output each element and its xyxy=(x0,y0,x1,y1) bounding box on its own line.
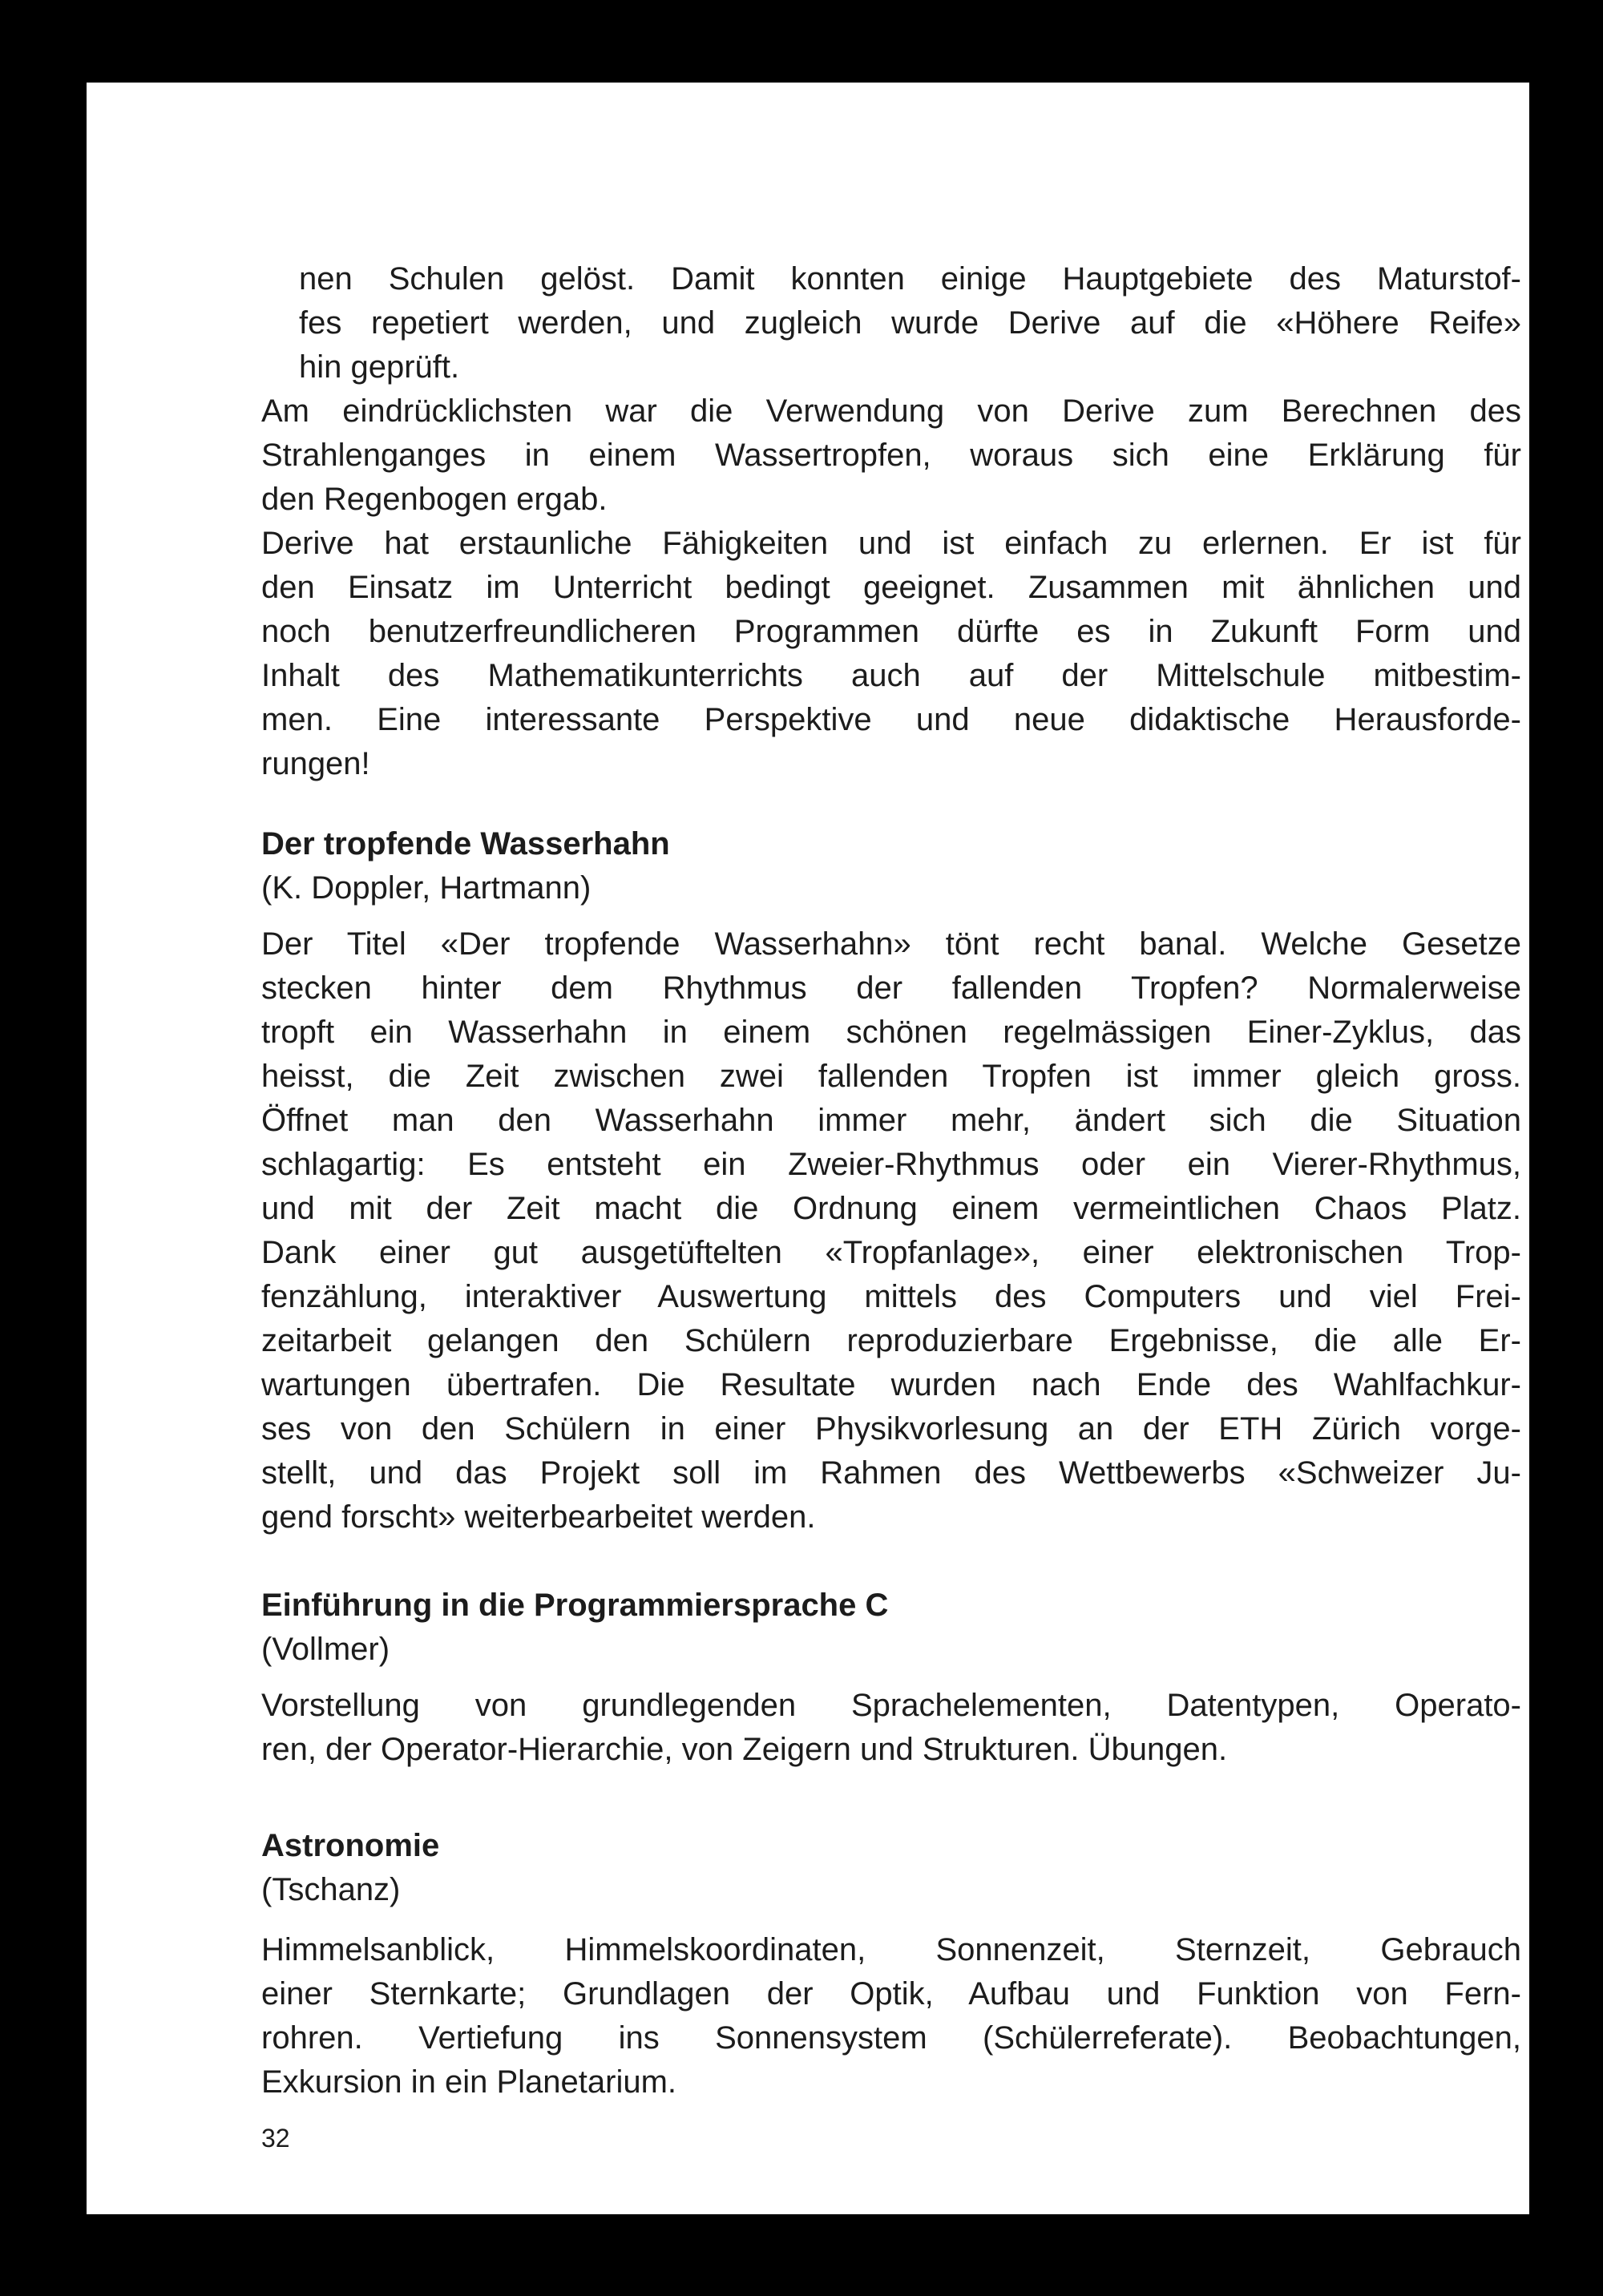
section-authors: (Vollmer) xyxy=(261,1632,390,1667)
text-line: noch benutzerfreundlicheren Programmen dürfte es in Zukunft Form und xyxy=(261,614,1521,649)
text-line: Dank einer gut ausgetüftelten «Tropfanlage», einer elektronischen Trop- xyxy=(261,1235,1521,1270)
text-line: fes repetiert werden, und zugleich wurde Derive auf die «Höhere Reife» xyxy=(299,305,1521,341)
text-line: Exkursion in ein Planetarium. xyxy=(261,2064,677,2100)
text-line: men. Eine interessante Perspektive und neue didaktische Herausforde- xyxy=(261,702,1521,737)
text-line: zeitarbeit gelangen den Schülern reproduzierbare Ergebnisse, die alle Er- xyxy=(261,1323,1521,1358)
page-number: 32 xyxy=(261,2124,290,2153)
intro-item xyxy=(261,257,1521,389)
text-line: den Regenbogen ergab. xyxy=(261,482,608,517)
text-line: einer Sternkarte; Grundlagen der Optik, Aufbau und Funktion von Fern- xyxy=(261,1976,1521,2012)
text-line: ses von den Schülern in einer Physikvorlesung an der ETH Zürich vorge- xyxy=(261,1411,1521,1447)
section-body xyxy=(261,922,1521,1539)
intro-paragraph-2 xyxy=(261,522,1521,786)
text-line: stecken hinter dem Rhythmus der fallenden Tropfen? Normalerweise xyxy=(261,970,1521,1006)
section-title: Der tropfende Wasserhahn xyxy=(261,826,670,862)
section-body xyxy=(261,1684,1521,1772)
section-title: Astronomie xyxy=(261,1828,440,1863)
text-line: heisst, die Zeit zwischen zwei fallenden Tropfen ist immer gleich gross. xyxy=(261,1059,1521,1094)
text-line: Vorstellung von grundlegenden Sprachelementen, Datentypen, Operato- xyxy=(261,1688,1521,1723)
text-line: wartungen übertrafen. Die Resultate wurden nach Ende des Wahlfachkur- xyxy=(261,1367,1521,1402)
text-line: Der Titel «Der tropfende Wasserhahn» tönt recht banal. Welche Gesetze xyxy=(261,926,1521,962)
text-line: und mit der Zeit macht die Ordnung einem vermeintlichen Chaos Platz. xyxy=(261,1191,1521,1226)
text-line: tropft ein Wasserhahn in einem schönen regelmässigen Einer-Zyklus, das xyxy=(261,1015,1521,1050)
text-line: Derive hat erstaunliche Fähigkeiten und ist einfach zu erlernen. Er ist für xyxy=(261,526,1521,561)
document-page xyxy=(87,83,1529,2214)
text-line: nen Schulen gelöst. Damit konnten einige Hauptgebiete des Maturstof- xyxy=(299,261,1521,297)
text-line: hin geprüft. xyxy=(299,349,460,385)
text-line: Am eindrücklichsten war die Verwendung von Derive zum Berechnen des xyxy=(261,393,1521,429)
text-line: fenzählung, interaktiver Auswertung mittels des Computers und viel Frei- xyxy=(261,1279,1521,1314)
text-line: stellt, und das Projekt soll im Rahmen des Wettbewerbs «Schweizer Ju- xyxy=(261,1455,1521,1491)
section-authors: (Tschanz) xyxy=(261,1872,401,1907)
section-body xyxy=(261,1928,1521,2104)
intro-paragraph-1 xyxy=(261,389,1521,522)
text-line: Inhalt des Mathematikunterrichts auch auf der Mittelschule mitbestim- xyxy=(261,658,1521,693)
text-line: den Einsatz im Unterricht bedingt geeignet. Zusammen mit ähnlichen und xyxy=(261,570,1521,605)
text-line: Strahlenganges in einem Wassertropfen, woraus sich eine Erklärung für xyxy=(261,438,1521,473)
text-line: schlagartig: Es entsteht ein Zweier-Rhythmus oder ein Vierer-Rhythmus, xyxy=(261,1147,1521,1182)
section-title: Einführung in die Programmiersprache C xyxy=(261,1588,889,1623)
text-line: rohren. Vertiefung ins Sonnensystem (Schülerreferate). Beobachtungen, xyxy=(261,2020,1521,2056)
text-line: ren, der Operator-Hierarchie, von Zeigern und Strukturen. Übungen. xyxy=(261,1732,1228,1767)
text-line: Öffnet man den Wasserhahn immer mehr, ändert sich die Situation xyxy=(261,1103,1521,1138)
text-line: Himmelsanblick, Himmelskoordinaten, Sonnenzeit, Sternzeit, Gebrauch xyxy=(261,1932,1521,1967)
section-programmiersprache-c xyxy=(261,1584,1521,1672)
section-tropfende-wasserhahn xyxy=(261,822,1521,910)
section-authors: (K. Doppler, Hartmann) xyxy=(261,870,592,906)
section-astronomie xyxy=(261,1824,1521,1912)
text-line: rungen! xyxy=(261,746,370,781)
text-line: gend forscht» weiterbearbeitet werden. xyxy=(261,1499,816,1535)
